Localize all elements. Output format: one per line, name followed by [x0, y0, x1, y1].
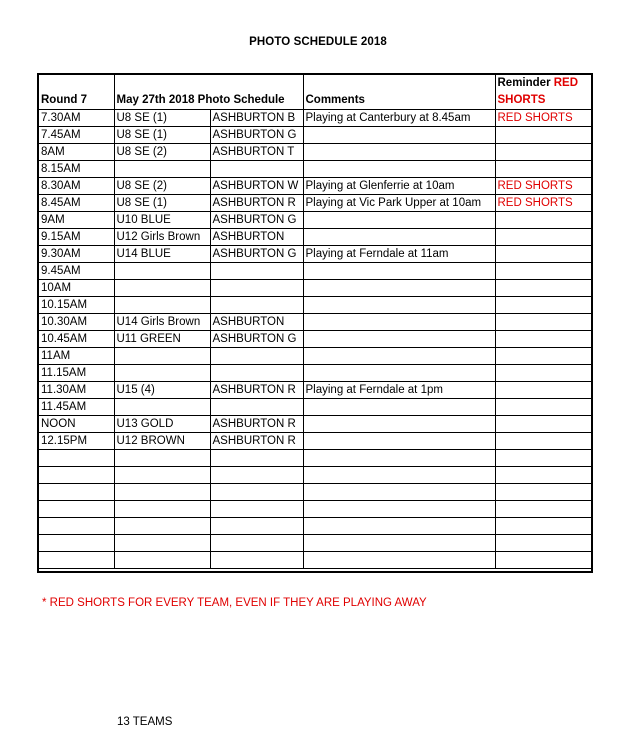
cell-team: U15 (4)	[114, 382, 210, 399]
cell-comment: Playing at Canterbury at 8.45am	[303, 110, 495, 127]
cell-reminder: RED SHORTS	[495, 110, 591, 127]
cell-comment	[303, 280, 495, 297]
schedule-table-frame	[37, 73, 593, 573]
cell-club: ASHBURTON W	[210, 178, 303, 195]
table-row	[39, 518, 591, 535]
cell-reminder	[495, 399, 591, 416]
table-row	[39, 365, 591, 382]
table-row	[39, 246, 591, 263]
cell-time: 9.30AM	[39, 246, 114, 263]
cell-time	[39, 535, 114, 552]
cell-reminder	[495, 280, 591, 297]
table-row	[39, 280, 591, 297]
cell-comment	[303, 518, 495, 535]
cell-comment: Playing at Ferndale at 1pm	[303, 382, 495, 399]
table-header-row	[39, 75, 591, 110]
table-row	[39, 127, 591, 144]
cell-team	[114, 535, 210, 552]
cell-time: 10.45AM	[39, 331, 114, 348]
cell-team	[114, 399, 210, 416]
cell-reminder	[495, 382, 591, 399]
cell-reminder	[495, 127, 591, 144]
cell-time: 7.45AM	[39, 127, 114, 144]
cell-club	[210, 365, 303, 382]
cell-club	[210, 297, 303, 314]
cell-time	[39, 501, 114, 518]
cell-comment	[303, 161, 495, 178]
cell-comment: Playing at Glenferrie at 10am	[303, 178, 495, 195]
table-row	[39, 450, 591, 467]
cell-club: ASHBURTON R	[210, 195, 303, 212]
cell-reminder	[495, 450, 591, 467]
table-row	[39, 467, 591, 484]
cell-comment	[303, 144, 495, 161]
cell-team: U8 SE (2)	[114, 178, 210, 195]
cell-comment: Playing at Vic Park Upper at 10am	[303, 195, 495, 212]
cell-time: 9AM	[39, 212, 114, 229]
cell-club	[210, 518, 303, 535]
schedule-table	[39, 75, 591, 569]
cell-comment	[303, 297, 495, 314]
cell-comment	[303, 416, 495, 433]
cell-club: ASHBURTON G	[210, 246, 303, 263]
cell-comment: Playing at Ferndale at 11am	[303, 246, 495, 263]
cell-comment	[303, 365, 495, 382]
cell-club	[210, 501, 303, 518]
table-row	[39, 195, 591, 212]
red-shorts-note: * RED SHORTS FOR EVERY TEAM, EVEN IF THEY ARE PLAYING AWAY	[42, 597, 427, 609]
cell-reminder	[495, 467, 591, 484]
cell-club	[210, 535, 303, 552]
table-row	[39, 297, 591, 314]
table-row	[39, 263, 591, 280]
cell-time: 9.45AM	[39, 263, 114, 280]
cell-time	[39, 450, 114, 467]
cell-reminder	[495, 212, 591, 229]
cell-team	[114, 450, 210, 467]
table-row	[39, 433, 591, 450]
cell-club	[210, 484, 303, 501]
cell-comment	[303, 127, 495, 144]
page-title: PHOTO SCHEDULE 2018	[249, 36, 387, 48]
cell-reminder	[495, 161, 591, 178]
cell-club: ASHBURTON G	[210, 212, 303, 229]
table-row	[39, 161, 591, 178]
table-row	[39, 144, 591, 161]
table-row	[39, 382, 591, 399]
table-row	[39, 314, 591, 331]
cell-reminder	[495, 365, 591, 382]
cell-time: 9.15AM	[39, 229, 114, 246]
cell-team	[114, 263, 210, 280]
cell-time	[39, 518, 114, 535]
cell-club	[210, 399, 303, 416]
header-round: Round 7	[39, 75, 114, 110]
cell-reminder	[495, 535, 591, 552]
cell-time: 11.45AM	[39, 399, 114, 416]
cell-reminder	[495, 552, 591, 569]
cell-club: ASHBURTON G	[210, 331, 303, 348]
table-row	[39, 552, 591, 569]
cell-time: 10.15AM	[39, 297, 114, 314]
cell-team	[114, 161, 210, 178]
table-row	[39, 348, 591, 365]
cell-comment	[303, 484, 495, 501]
cell-club	[210, 450, 303, 467]
cell-comment	[303, 535, 495, 552]
cell-time: 8.30AM	[39, 178, 114, 195]
cell-team	[114, 518, 210, 535]
cell-club: ASHBURTON B	[210, 110, 303, 127]
cell-team	[114, 297, 210, 314]
cell-time	[39, 467, 114, 484]
cell-reminder	[495, 314, 591, 331]
cell-time: NOON	[39, 416, 114, 433]
cell-time	[39, 552, 114, 569]
cell-reminder	[495, 246, 591, 263]
cell-time: 8AM	[39, 144, 114, 161]
cell-club: ASHBURTON	[210, 314, 303, 331]
cell-reminder	[495, 518, 591, 535]
cell-comment	[303, 348, 495, 365]
cell-team: U8 SE (1)	[114, 195, 210, 212]
cell-club: ASHBURTON T	[210, 144, 303, 161]
cell-reminder: RED SHORTS	[495, 195, 591, 212]
table-row	[39, 416, 591, 433]
cell-team: U8 SE (1)	[114, 110, 210, 127]
cell-team: U12 BROWN	[114, 433, 210, 450]
table-row	[39, 501, 591, 518]
cell-club: ASHBURTON R	[210, 433, 303, 450]
table-row	[39, 484, 591, 501]
cell-reminder	[495, 501, 591, 518]
table-row	[39, 178, 591, 195]
cell-club	[210, 467, 303, 484]
cell-team	[114, 467, 210, 484]
cell-time: 11.30AM	[39, 382, 114, 399]
cell-club	[210, 161, 303, 178]
cell-time: 11.15AM	[39, 365, 114, 382]
cell-time: 12.15PM	[39, 433, 114, 450]
header-schedule: May 27th 2018 Photo Schedule	[114, 75, 303, 110]
cell-comment	[303, 552, 495, 569]
table-row	[39, 110, 591, 127]
cell-comment	[303, 450, 495, 467]
cell-team	[114, 365, 210, 382]
cell-reminder	[495, 229, 591, 246]
cell-comment	[303, 263, 495, 280]
table-row	[39, 535, 591, 552]
cell-comment	[303, 501, 495, 518]
table-row	[39, 331, 591, 348]
cell-comment	[303, 467, 495, 484]
cell-team: U8 SE (1)	[114, 127, 210, 144]
cell-team: U8 SE (2)	[114, 144, 210, 161]
header-comments: Comments	[303, 75, 495, 110]
cell-comment	[303, 331, 495, 348]
cell-club	[210, 280, 303, 297]
cell-comment	[303, 399, 495, 416]
cell-reminder	[495, 144, 591, 161]
cell-comment	[303, 433, 495, 450]
cell-time: 10AM	[39, 280, 114, 297]
cell-reminder	[495, 484, 591, 501]
cell-club	[210, 348, 303, 365]
cell-reminder	[495, 297, 591, 314]
cell-team: U12 Girls Brown	[114, 229, 210, 246]
cell-club	[210, 552, 303, 569]
cell-team	[114, 280, 210, 297]
cell-team	[114, 348, 210, 365]
cell-time: 8.15AM	[39, 161, 114, 178]
cell-comment	[303, 314, 495, 331]
cell-club: ASHBURTON R	[210, 416, 303, 433]
cell-comment	[303, 212, 495, 229]
cell-team: U14 BLUE	[114, 246, 210, 263]
cell-reminder	[495, 348, 591, 365]
cell-team: U11 GREEN	[114, 331, 210, 348]
cell-club: ASHBURTON R	[210, 382, 303, 399]
cell-comment	[303, 229, 495, 246]
cell-reminder	[495, 331, 591, 348]
cell-club	[210, 263, 303, 280]
cell-time: 10.30AM	[39, 314, 114, 331]
cell-reminder: RED SHORTS	[495, 178, 591, 195]
cell-time: 7.30AM	[39, 110, 114, 127]
table-row	[39, 399, 591, 416]
cell-club: ASHBURTON	[210, 229, 303, 246]
table-row	[39, 229, 591, 246]
cell-team	[114, 501, 210, 518]
cell-team	[114, 552, 210, 569]
cell-reminder	[495, 263, 591, 280]
cell-reminder	[495, 433, 591, 450]
team-count: 13 TEAMS	[117, 716, 173, 728]
header-reminder: Reminder RED SHORTS	[495, 75, 591, 110]
cell-team: U13 GOLD	[114, 416, 210, 433]
cell-club: ASHBURTON G	[210, 127, 303, 144]
cell-team: U14 Girls Brown	[114, 314, 210, 331]
cell-time	[39, 484, 114, 501]
table-row	[39, 212, 591, 229]
cell-team	[114, 484, 210, 501]
cell-time: 11AM	[39, 348, 114, 365]
cell-team: U10 BLUE	[114, 212, 210, 229]
cell-time: 8.45AM	[39, 195, 114, 212]
cell-reminder	[495, 416, 591, 433]
